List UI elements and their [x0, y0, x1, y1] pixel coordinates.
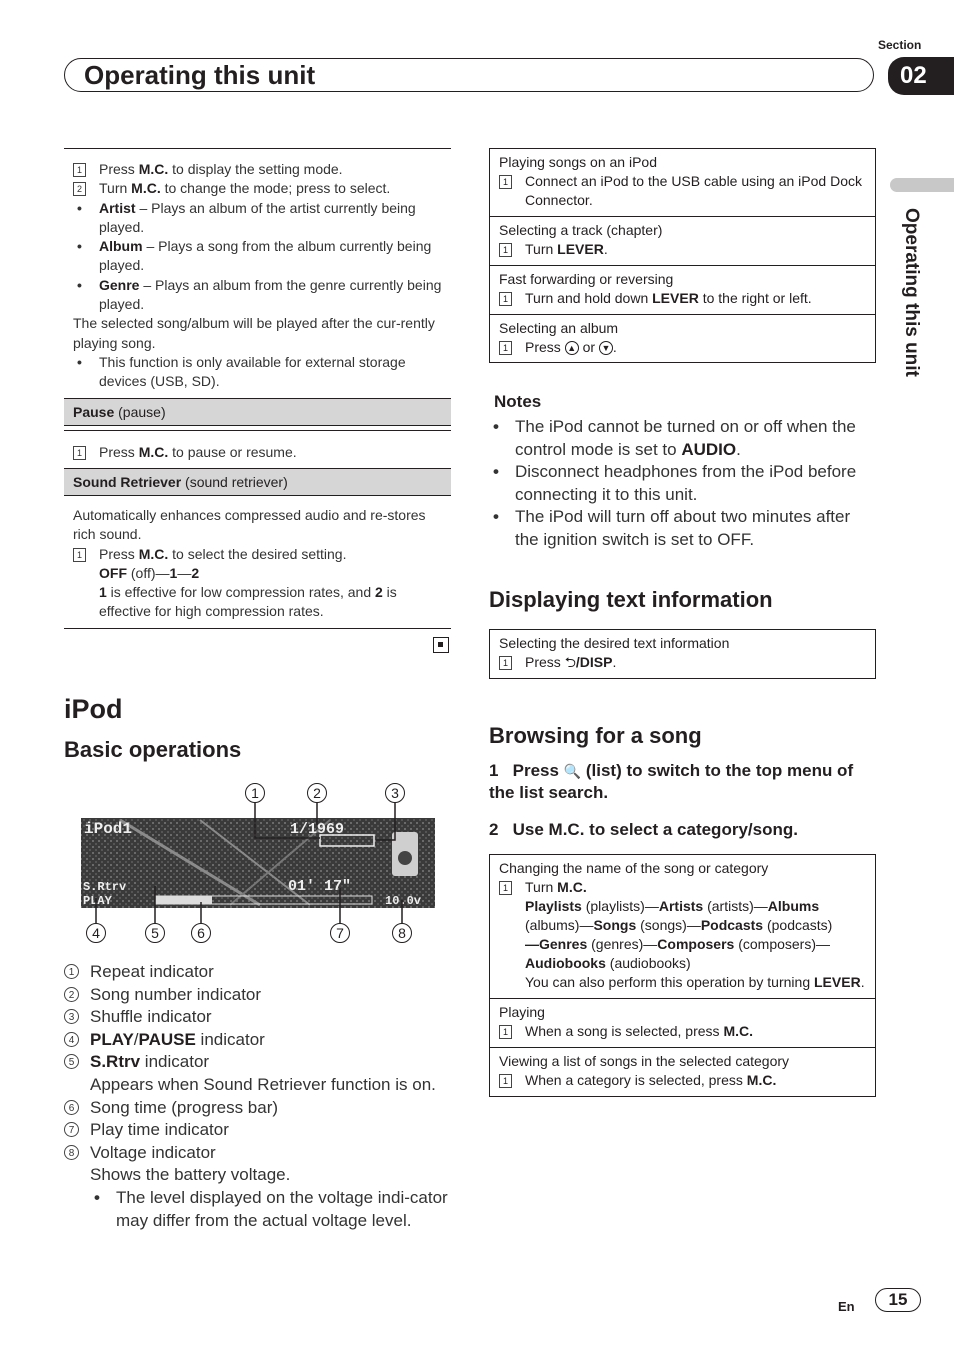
callout-6: 6 — [191, 923, 211, 943]
divider — [64, 148, 451, 149]
ipod-operations-table — [489, 148, 876, 363]
table-row: Fast forwarding or reversing 1 Turn and hold down LEVER to the right or left. — [490, 266, 875, 315]
display-text-table — [489, 629, 876, 679]
callout-1: 1 — [245, 783, 265, 803]
browse-step-1: 1 Press 🔍 (list) to switch to the top menu of the list search. — [489, 761, 854, 802]
pause-step: 1 Press M.C. to pause or resume. — [73, 443, 443, 462]
song-number: 1/1969 — [290, 821, 345, 838]
list-item: • Artist – Plays an album of the artist currently being played. — [73, 199, 443, 238]
callout-7: 7 — [330, 923, 350, 943]
up-arrow-icon: ▲ — [565, 341, 579, 355]
list-item: • The level displayed on the voltage indi-cator may differ from the actual voltage level. — [90, 1187, 452, 1232]
callout-4: 4 — [86, 923, 106, 943]
display-diagram — [80, 780, 440, 950]
legend-item: 7 Play time indicator — [64, 1119, 452, 1142]
section-label: Section — [878, 38, 922, 52]
display-illustration — [80, 780, 440, 950]
display-line1: iPod1 — [84, 820, 133, 838]
list-item: • The iPod cannot be turned on or off when the control mode is set to AUDIO. — [489, 416, 876, 461]
callout-2: 2 — [307, 783, 327, 803]
list-item: • This function is only available for external storage devices (USB, SD). — [73, 353, 443, 392]
table-row: Playing songs on an iPod 1 Connect an iPod to the USB cable using an iPod Dock Connector. — [490, 149, 875, 217]
search-icon: 🔍 — [563, 763, 582, 779]
legend-item: 8 Voltage indicator — [64, 1142, 452, 1165]
callout-3: 3 — [385, 783, 405, 803]
legend-item: 1 Repeat indicator — [64, 961, 452, 984]
callout-8: 8 — [392, 923, 412, 943]
paragraph: The selected song/album will be played after the cur-rently playing song. — [73, 315, 435, 351]
table-row: Selecting the desired text information 1 Press ⮌/DISP. — [499, 635, 730, 670]
lcd-screen — [81, 818, 435, 908]
list-item: • Genre – Plays an album from the genre currently being played. — [73, 276, 443, 315]
browse-step-2: 2 Use M.C. to select a category/song. — [489, 820, 798, 839]
srtrv-text: S.Rtrv — [83, 880, 127, 894]
progress-bar-fill — [156, 896, 212, 904]
browse-table — [489, 854, 876, 1097]
back-icon: ⮌ — [564, 654, 576, 670]
table-row: Selecting a track (chapter) 1 Turn LEVER. — [490, 217, 875, 266]
callout-5: 5 — [145, 923, 165, 943]
side-tab-marker — [890, 178, 954, 192]
down-arrow-icon: ▼ — [599, 341, 613, 355]
sound-retriever-heading: Sound Retriever (sound retriever) — [64, 468, 451, 496]
basic-operations-heading: Basic operations — [64, 737, 242, 762]
table-row: Viewing a list of songs in the selected category 1 When a category is selected, press M.C. — [499, 1053, 790, 1088]
legend-item: 5 S.Rtrv indicator — [64, 1051, 452, 1074]
divider — [64, 430, 451, 431]
step-2: 2 Turn M.C. to change the mode; press to select. — [73, 179, 443, 198]
list-item: • The iPod will turn off about two minutes after the ignition switch is set to OFF. — [489, 506, 876, 551]
step-1: 1 Press M.C. to display the setting mode. — [73, 160, 443, 179]
section-number: 02 — [888, 57, 954, 95]
side-tab-label: Operating this unit — [901, 208, 922, 377]
notes-heading: Notes — [494, 392, 542, 411]
ipod-heading: iPod — [64, 694, 123, 724]
table-row: Selecting an album 1 Press ▲ or ▼ . — [499, 320, 619, 355]
page-number: 15 — [875, 1288, 921, 1312]
play-text: PLAY — [83, 894, 112, 908]
play-time: 01' 17" — [288, 878, 352, 895]
intro-block — [73, 160, 443, 392]
pause-heading: Pause (pause) — [64, 398, 451, 426]
table-row: Playing 1 When a song is selected, press M.C. — [490, 999, 875, 1048]
legend-item: 6 Song time (progress bar) — [64, 1097, 452, 1120]
notes-list — [489, 416, 876, 552]
list-item: • Album – Plays a song from the album currently being played. — [73, 237, 443, 276]
browsing-heading: Browsing for a song — [489, 723, 702, 748]
legend-item: 4 PLAY/PAUSE indicator — [64, 1029, 452, 1052]
sound-retriever-block: Automatically enhances compressed audio and re-stores rich sound. 1 Press M.C. to select the desired setting. OFF (off)—1—2 1 is effective for low compression rates, and 2 is effective for high compression rates. — [73, 507, 426, 620]
language-label: En — [838, 1299, 855, 1314]
table-row: Changing the name of the song or category 1 Turn M.C. Playlists (playlists)—Artists (artists)—Albums (albums)—Songs (songs)—Podcasts (podcasts) —Genres (genres)—Composers (composers)— Audiobooks (audiobooks) You can also perform this operation by turning LEVER. — [490, 855, 875, 999]
displaying-text-heading: Displaying text information — [489, 587, 773, 612]
legend-item: 2 Song number indicator — [64, 984, 452, 1007]
legend-item: 3 Shuffle indicator — [64, 1006, 452, 1029]
divider — [64, 628, 451, 629]
section-end-icon — [433, 637, 449, 653]
legend-list: 1 Repeat indicator 2 Song number indicator 3 Shuffle indicator 4 PLAY/PAUSE indicator 5 S.Rtrv indicator Appears when Sound Retriever function is on. 6 Song time (progress bar) 7 Play time indicator 8 Voltage indicator Shows the battery voltage. • The level displayed on the voltage indi-cator may differ from the actual voltage level. — [64, 961, 452, 1232]
list-item: • Disconnect headphones from the iPod before connecting it to this unit. — [489, 461, 876, 506]
voltage-text: 10.0v — [385, 894, 422, 908]
page-title: Operating this unit — [84, 60, 316, 90]
